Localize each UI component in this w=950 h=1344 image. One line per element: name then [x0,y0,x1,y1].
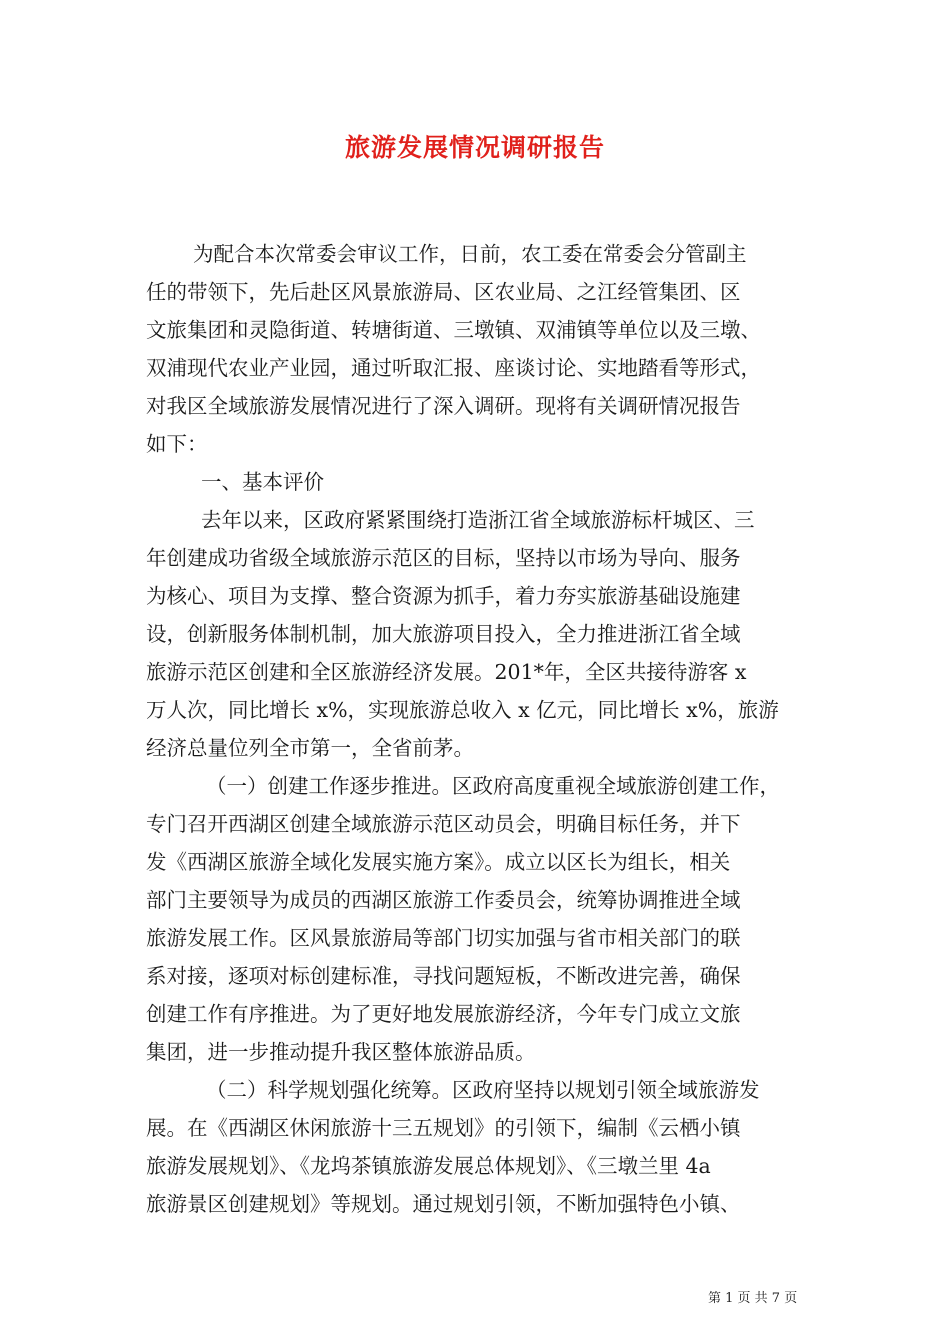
body-line: 展。在《西湖区休闲旅游十三五规划》的引领下，编制《云栖小镇 [146,1116,741,1140]
body-line: 部门主要领导为成员的西湖区旅游工作委员会，统筹协调推进全域 [146,888,741,912]
body-line: 任的带领下，先后赴区风景旅游局、区农业局、之江经管集团、区 [146,280,741,304]
body-line: 创建工作有序推进。为了更好地发展旅游经济，今年专门成立文旅 [146,1002,741,1026]
subsection-line: （二）科学规划强化统筹。区政府坚持以规划引领全域旅游发 [206,1078,760,1102]
body-line: 设，创新服务体制机制，加大旅游项目投入，全力推进浙江省全域 [146,622,741,646]
body-line: 专门召开西湖区创建全域旅游示范区动员会，明确目标任务，并下 [146,812,741,836]
body-line: 经济总量位列全市第一，全省前茅。 [146,736,474,760]
body-line: 旅游示范区创建和全区旅游经济发展。201*年，全区共接待游客 x [146,660,747,684]
body-line: 为配合本次常委会审议工作，日前，农工委在常委会分管副主 [193,242,747,266]
section-heading: 一、基本评价 [201,470,324,494]
body-line: 对我区全域旅游发展情况进行了深入调研。现将有关调研情况报告 [146,394,741,418]
body-line: 旅游景区创建规划》等规划。通过规划引领，不断加强特色小镇、 [146,1192,741,1216]
body-line: 旅游发展工作。区风景旅游局等部门切实加强与省市相关部门的联 [146,926,741,950]
body-line: 年创建成功省级全域旅游示范区的目标，坚持以市场为导向、服务 [146,546,741,570]
body-line: 旅游发展规划》、《龙坞茶镇旅游发展总体规划》、《三墩兰里 4a [146,1154,711,1178]
body-line: 发《西湖区旅游全域化发展实施方案》。成立以区长为组长，相关 [146,850,731,874]
body-line: 如下： [146,432,208,456]
page-number: 第 1 页 共 7 页 [708,1291,798,1306]
body-line: 去年以来，区政府紧紧围绕打造浙江省全域旅游标杆城区、三 [201,508,755,532]
body-line: 万人次，同比增长 x%，实现旅游总收入 x 亿元，同比增长 x%，旅游 [146,698,779,722]
body-line: 双浦现代农业产业园，通过听取汇报、座谈讨论、实地踏看等形式， [146,356,761,380]
body-line: 为核心、项目为支撑、整合资源为抓手，着力夯实旅游基础设施建 [146,584,741,608]
subsection-line: （一）创建工作逐步推进。区政府高度重视全域旅游创建工作， [206,774,780,798]
body-line: 系对接，逐项对标创建标准，寻找问题短板，不断改进完善，确保 [146,964,741,988]
document-title: 旅游发展情况调研报告 [344,133,605,162]
body-line: 集团，进一步推动提升我区整体旅游品质。 [146,1040,536,1064]
body-line: 文旅集团和灵隐街道、转塘街道、三墩镇、双浦镇等单位以及三墩、 [146,318,761,342]
